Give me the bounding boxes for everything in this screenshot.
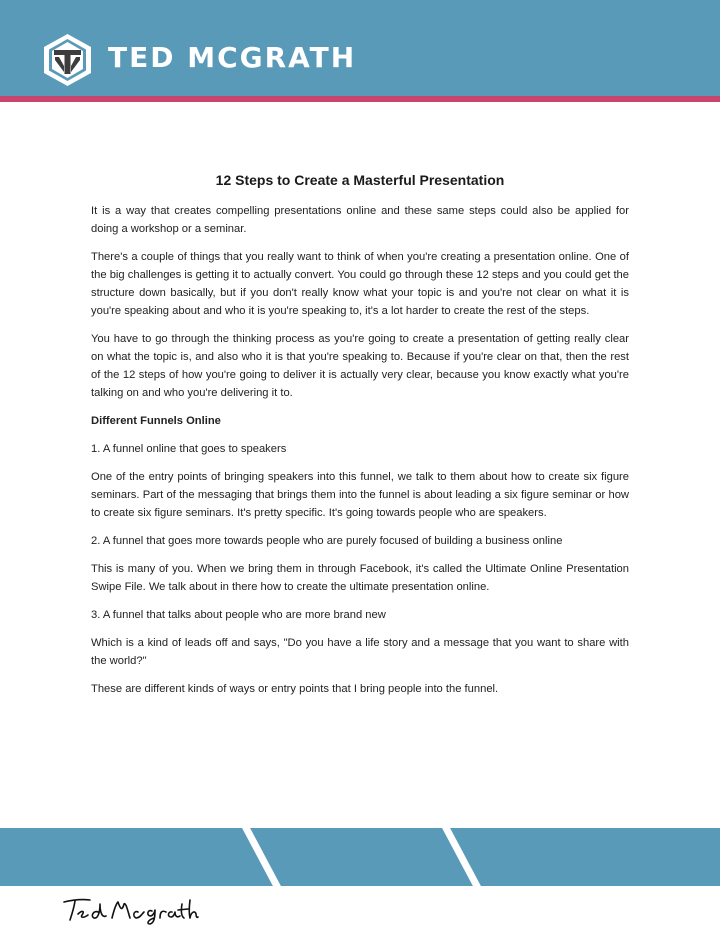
document-title: 12 Steps to Create a Masterful Presentation — [215, 172, 505, 188]
document-body — [91, 170, 629, 708]
paragraph: This is many of you. When we bring them in through Facebook, it's called the Ultimate Online Presentation Swipe File. We talk about in there how to create the ultimate presentation online. — [91, 563, 629, 593]
paragraph-closing: These are different kinds of ways or entry points that I bring people into the funnel. — [91, 683, 499, 695]
footer-slash-decoration — [437, 828, 488, 886]
signature-image — [60, 890, 200, 926]
list-item-funnel-3: 3. A funnel that talks about people who are more brand new — [91, 609, 386, 621]
tm-logo-icon — [40, 32, 95, 88]
brand-wordmark: TED MCGRATH — [108, 41, 357, 74]
header-accent-stripe — [0, 96, 720, 102]
paragraph: One of the entry points of bringing speakers into this funnel, we talk to them about how to create six figure seminars. Part of the messaging that brings them into the funnel is about leading a six figure seminar or how to create six figure seminars. It's pretty specific. It's going towards people who are speakers. — [91, 471, 629, 519]
list-item-funnel-1: 1. A funnel online that goes to speakers — [91, 443, 287, 455]
paragraph-intro: It is a way that creates compelling presentations online and these same steps could also be applied for doing a workshop or a seminar. — [91, 205, 629, 235]
list-item-funnel-2: 2. A funnel that goes more towards people who are purely focused of building a business online — [91, 535, 563, 547]
footer-slash-decoration — [237, 828, 288, 886]
footer-banner — [0, 828, 720, 886]
paragraph: You have to go through the thinking process as you're going to create a presentation of getting really clear on what the topic is, and also who it is that you're speaking to. Because if you're clear on that, then the rest of the 12 steps of how you're going to deliver it is actually very clear, because you know exactly what you're talking on and who you're delivering it to. — [91, 333, 629, 399]
paragraph: There's a couple of things that you really want to think of when you're creating a presentation online. One of the big challenges is getting it to actually convert. You could go through these 12 steps and you could get the structure down basically, but if you don't really know what your topic is and you're not clear on what it is you're speaking about and who it is you're speaking to, it's a lot harder to create the rest of the steps. — [91, 251, 629, 317]
section-heading: Different Funnels Online — [91, 415, 221, 427]
paragraph: Which is a kind of leads off and says, "Do you have a life story and a message that you want to share with the world?" — [91, 637, 629, 667]
